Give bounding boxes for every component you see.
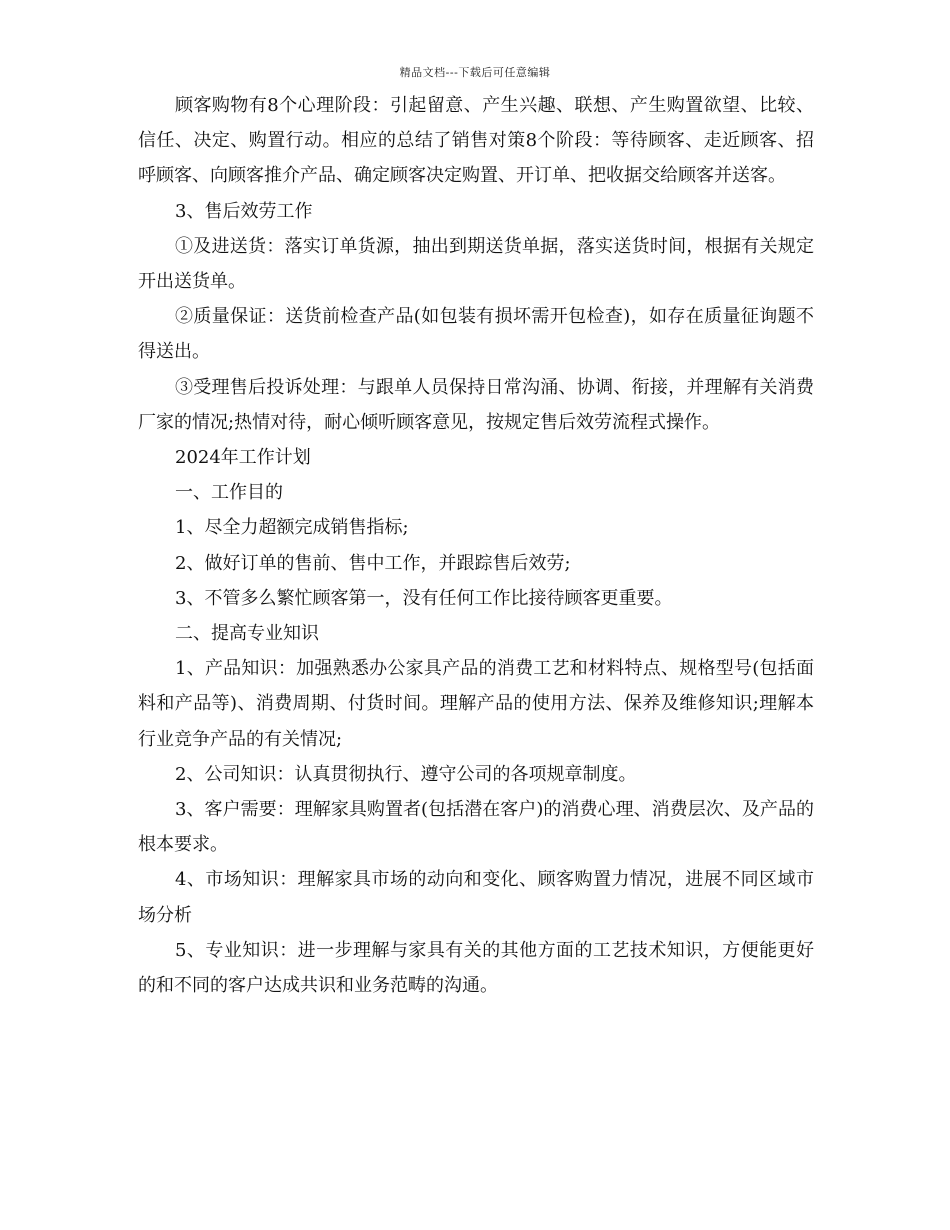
paragraph-quality: ②质量保证：送货前检查产品(如包装有损坏需开包检查)，如存在质量征询题不得送出。 <box>138 306 814 363</box>
list-item-company-knowledge: 2、公司知识：认真贯彻执行、遵守公司的各项规章制度。 <box>175 763 637 785</box>
list-item-goal-2: 2、做好订单的售前、售中工作，并跟踪售后效劳; <box>175 552 571 574</box>
paragraph-shopping-stages: 顾客购物有8个心理阶段：引起留意、产生兴趣、联想、产生购置欲望、比较、信任、决定、购置行动。相应的总结了销售对策8个阶段：等待顾客、走近顾客、招呼顾客、向顾客推介产品、确定顾客决定购置、开订单、把收据交给顾客并送客。 <box>138 95 814 187</box>
page-header: 精品文档---下载后可任意编辑 <box>399 66 551 79</box>
list-item-market-knowledge: 4、市场知识：理解家具市场的动向和变化、顾客购置力情况，进展不同区域市场分析 <box>138 869 814 926</box>
heading-after-sales: 3、售后效劳工作 <box>175 200 313 222</box>
document-body <box>138 88 814 1003</box>
paragraph-complaints: ③受理售后投诉处理：与跟单人员保持日常沟涌、协调、衔接，并理解有关消费厂家的情况;热情对待，耐心倾听顾客意见，按规定售后效劳流程式操作。 <box>138 376 814 433</box>
list-item-goal-3: 3、不管多么繁忙顾客第一，没有任何工作比接待顾客更重要。 <box>175 587 673 609</box>
list-item-goal-1: 1、尽全力超额完成销售指标; <box>175 517 409 539</box>
list-item-product-knowledge: 1、产品知识：加强熟悉办公家具产品的消费工艺和材料特点、规格型号(包括面料和产品等)、消费周期、付货时间。理解产品的使用方法、保养及维修知识;理解本行业竞争产品的有关情况; <box>138 658 814 750</box>
paragraph-delivery: ①及进送货：落实订单货源，抽出到期送货单据，落实送货时间，根据有关规定开出送货单。 <box>138 235 814 293</box>
list-item-technical-knowledge: 5、专业知识：进一步理解与家具有关的其他方面的工艺技术知识，方便能更好的和不同的客户达成共识和业务范畴的沟通。 <box>138 939 814 997</box>
heading-work-plan: 2024年工作计划 <box>175 447 311 469</box>
list-item-customer-needs: 3、客户需要：理解家具购置者(包括潜在客户)的消费心理、消费层次、及产品的根本要求。 <box>138 799 814 856</box>
heading-work-goals: 一、工作目的 <box>175 482 283 504</box>
heading-professional-knowledge: 二、提高专业知识 <box>175 623 319 645</box>
